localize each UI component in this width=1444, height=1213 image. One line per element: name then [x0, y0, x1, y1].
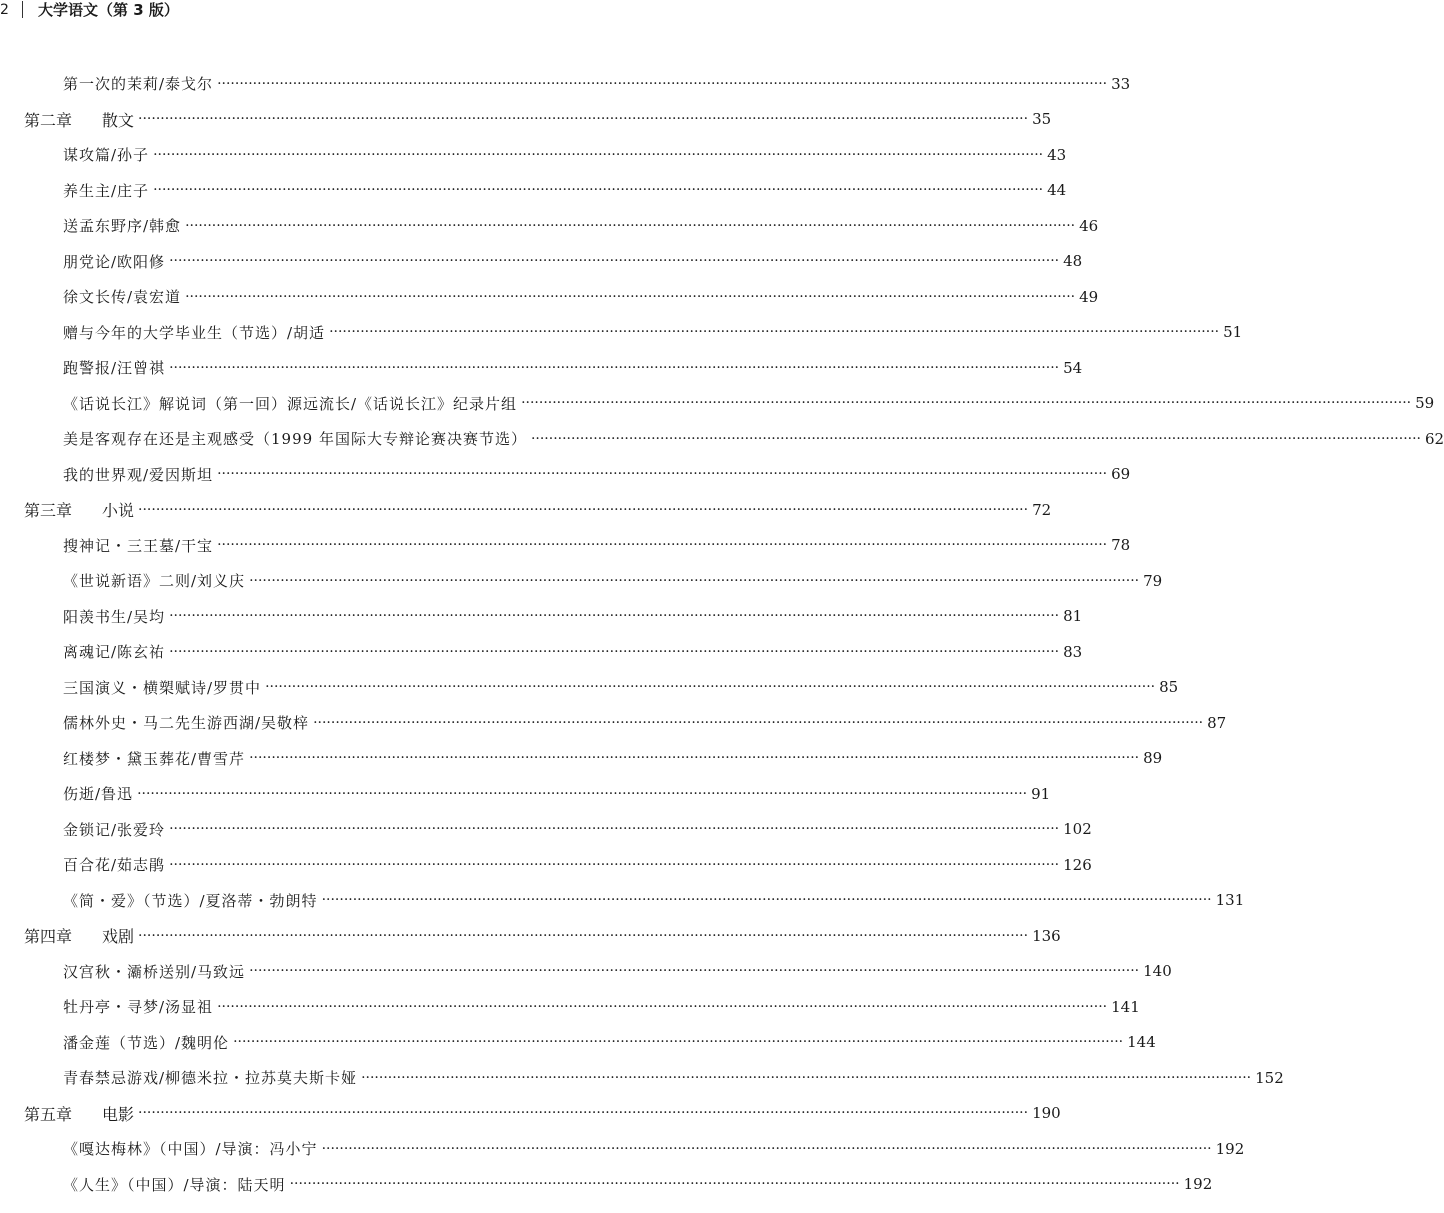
dot-leader: ········································································································································································································: [321, 1140, 1212, 1157]
page-ref: 49: [1079, 287, 1099, 306]
toc-entry-row: [0, 137, 1067, 173]
dot-leader: ········································································································································································································: [185, 217, 1076, 234]
dot-leader: ········································································································································································································: [530, 430, 1421, 447]
entry-title: 牡丹亭・寻梦/汤显祖: [63, 998, 214, 1017]
page-ref: 126: [1063, 855, 1092, 874]
dot-leader: ········································································································································································································: [138, 927, 1029, 944]
dot-leader: ········································································································································································································: [321, 892, 1212, 909]
toc-entry-row: [0, 989, 1140, 1025]
entry-title: 《简・爱》（节选）/夏洛蒂・勃朗特: [63, 891, 318, 910]
table-of-contents: [0, 66, 1444, 1202]
page-ref: 136: [1032, 926, 1061, 945]
entry-title: 伤逝/鲁迅: [63, 785, 134, 804]
toc-entry-row: [0, 350, 1083, 386]
page-ref: 72: [1032, 500, 1052, 519]
toc-entry-row: [0, 741, 1163, 777]
entry-title: 离魂记/陈玄祐: [63, 643, 166, 662]
chapter-title: 散文: [102, 110, 135, 130]
chapter-number: 第四章: [24, 927, 73, 947]
chapter-number: 第二章: [24, 110, 73, 130]
toc-entry-row: [0, 457, 1131, 493]
dot-leader: ········································································································································································································: [138, 501, 1029, 518]
entry-title: 三国演义・横槊赋诗/罗贯中: [63, 678, 262, 697]
entry-title: 青春禁忌游戏/柳德米拉・拉苏莫夫斯卡娅: [63, 1069, 358, 1088]
page-ref: 51: [1223, 323, 1243, 342]
dot-leader: ········································································································································································································: [217, 75, 1108, 92]
page-ref: 79: [1143, 571, 1163, 590]
dot-leader: ········································································································································································································: [169, 253, 1060, 270]
page-ref: 35: [1032, 110, 1052, 129]
chapter-title: 小说: [102, 501, 135, 521]
page-ref: 59: [1415, 394, 1435, 413]
dot-leader: ········································································································································································································: [137, 785, 1028, 802]
dot-leader: ········································································································································································································: [153, 146, 1044, 163]
chapter-number: 第五章: [24, 1104, 73, 1124]
page-ref: 152: [1255, 1068, 1284, 1087]
dot-leader: ········································································································································································································: [185, 288, 1076, 305]
page-ref: 81: [1063, 607, 1083, 626]
dot-leader: ········································································································································································································: [521, 395, 1412, 412]
running-header: [0, 0, 750, 26]
page-ref: 43: [1047, 145, 1067, 164]
toc-chapter-row: [0, 1096, 1061, 1132]
entry-title: 徐文长传/袁宏道: [63, 288, 182, 307]
dot-leader: ········································································································································································································: [138, 1105, 1029, 1122]
dot-leader: ········································································································································································································: [153, 182, 1044, 199]
toc-entry-row: [0, 847, 1092, 883]
toc-entry-row: [0, 208, 1099, 244]
page-ref: 140: [1143, 962, 1172, 981]
page-ref: 89: [1143, 749, 1163, 768]
dot-leader: ········································································································································································································: [249, 572, 1140, 589]
chapter-title: 电影: [102, 1104, 135, 1124]
page-ref: 141: [1111, 997, 1140, 1016]
chapter-title: 戏剧: [102, 927, 135, 947]
toc-entry-row: [0, 279, 1099, 315]
toc-chapter-row: [0, 492, 1052, 528]
book-title: 大学语文（第 3 版）: [38, 1, 179, 19]
entry-title: 我的世界观/爱因斯坦: [63, 465, 214, 484]
entry-title: 潘金莲（节选）/魏明伦: [63, 1033, 230, 1052]
dot-leader: ········································································································································································································: [233, 1034, 1124, 1051]
toc-entry-row: [0, 670, 1179, 706]
entry-title: 《人生》（中国）/导演：陆天明: [63, 1175, 286, 1194]
toc-entry-row: [0, 315, 1243, 351]
dot-leader: ········································································································································································································: [169, 359, 1060, 376]
entry-title: 儒林外史・马二先生游西湖/吴敬梓: [63, 714, 310, 733]
page-ref: 131: [1215, 891, 1245, 910]
entry-title: 《世说新语》二则/刘义庆: [63, 572, 246, 591]
chapter-heading: [24, 498, 134, 521]
toc-chapter-row: [0, 918, 1061, 954]
toc-entry-row: [0, 812, 1092, 848]
chapter-heading: [24, 1102, 134, 1125]
page-number: 2: [0, 2, 9, 18]
header-divider: [22, 1, 23, 18]
entry-title: 美是客观存在还是主观感受（1999 年国际大专辩论赛决赛节选）: [63, 430, 527, 449]
dot-leader: ········································································································································································································: [329, 324, 1220, 341]
toc-entry-row: [0, 528, 1131, 564]
toc-entry-row: [0, 66, 1131, 102]
chapter-heading: [24, 108, 134, 131]
dot-leader: ········································································································································································································: [217, 537, 1108, 554]
dot-leader: ········································································································································································································: [169, 608, 1060, 625]
page-ref: 85: [1159, 678, 1179, 697]
page-ref: 87: [1207, 713, 1227, 732]
toc-entry-row: [0, 883, 1245, 919]
page-ref: 91: [1031, 784, 1051, 803]
page-ref: 192: [1215, 1139, 1245, 1158]
toc-entry-row: [0, 705, 1227, 741]
page-ref: 83: [1063, 642, 1083, 661]
dot-leader: ········································································································································································································: [249, 750, 1140, 767]
entry-title: 《话说长江》解说词（第一回）源远流长/《话说长江》纪录片组: [63, 394, 518, 413]
dot-leader: ········································································································································································································: [249, 963, 1140, 980]
toc-entry-row: [0, 634, 1083, 670]
entry-title: 跑警报/汪曾祺: [63, 359, 166, 378]
page-ref: 54: [1063, 358, 1083, 377]
page-ref: 44: [1047, 181, 1067, 200]
toc-entry-row: [0, 173, 1067, 209]
entry-title: 赠与今年的大学毕业生（节选）/胡适: [63, 323, 326, 342]
toc-entry-row: [0, 1025, 1156, 1061]
entry-title: 送孟东野序/韩愈: [63, 217, 182, 236]
entry-title: 搜神记・三王墓/干宝: [63, 536, 214, 555]
dot-leader: ········································································································································································································: [169, 643, 1060, 660]
entry-title: 第一次的茉莉/泰戈尔: [63, 75, 214, 94]
chapter-heading: [24, 924, 134, 947]
toc-entry-row: [0, 1060, 1284, 1096]
page-ref: 192: [1183, 1175, 1213, 1194]
dot-leader: ········································································································································································································: [289, 1176, 1180, 1193]
entry-title: 汉宫秋・灞桥送别/马致远: [63, 962, 246, 981]
entry-title: 谋攻篇/孙子: [63, 146, 150, 165]
page-ref: 46: [1079, 216, 1099, 235]
page-ref: 62: [1425, 429, 1444, 448]
page-ref: 48: [1063, 252, 1083, 271]
dot-leader: ········································································································································································································: [313, 714, 1204, 731]
page-ref: 33: [1111, 74, 1131, 93]
page-ref: 190: [1032, 1104, 1061, 1123]
toc-entry-row: [0, 776, 1051, 812]
toc-entry-row: [0, 954, 1172, 990]
entry-title: 朋党论/欧阳修: [63, 252, 166, 271]
page-ref: 102: [1063, 820, 1092, 839]
chapter-number: 第三章: [24, 501, 73, 521]
toc-entry-row: [0, 1131, 1245, 1167]
dot-leader: ········································································································································································································: [361, 1069, 1252, 1086]
page-ref: 144: [1127, 1033, 1156, 1052]
dot-leader: ········································································································································································································: [138, 111, 1029, 128]
toc-entry-row: [0, 599, 1083, 635]
dot-leader: ········································································································································································································: [169, 856, 1060, 873]
entry-title: 阳羡书生/吴均: [63, 607, 166, 626]
dot-leader: ········································································································································································································: [217, 466, 1108, 483]
toc-entry-row: [0, 1167, 1213, 1203]
toc-entry-row: [0, 421, 1444, 457]
toc-entry-row: [0, 563, 1163, 599]
dot-leader: ········································································································································································································: [217, 998, 1108, 1015]
entry-title: 金锁记/张爱玲: [63, 820, 166, 839]
entry-title: 红楼梦・黛玉葬花/曹雪芹: [63, 749, 246, 768]
dot-leader: ········································································································································································································: [169, 821, 1060, 838]
entry-title: 《嘎达梅林》（中国）/导演：冯小宁: [63, 1140, 318, 1159]
page-ref: 78: [1111, 536, 1131, 555]
toc-entry-row: [0, 386, 1435, 422]
entry-title: 养生主/庄子: [63, 181, 150, 200]
page-ref: 69: [1111, 465, 1131, 484]
toc-entry-row: [0, 244, 1083, 280]
toc-chapter-row: [0, 102, 1052, 138]
entry-title: 百合花/茹志鹃: [63, 856, 166, 875]
dot-leader: ········································································································································································································: [265, 679, 1156, 696]
